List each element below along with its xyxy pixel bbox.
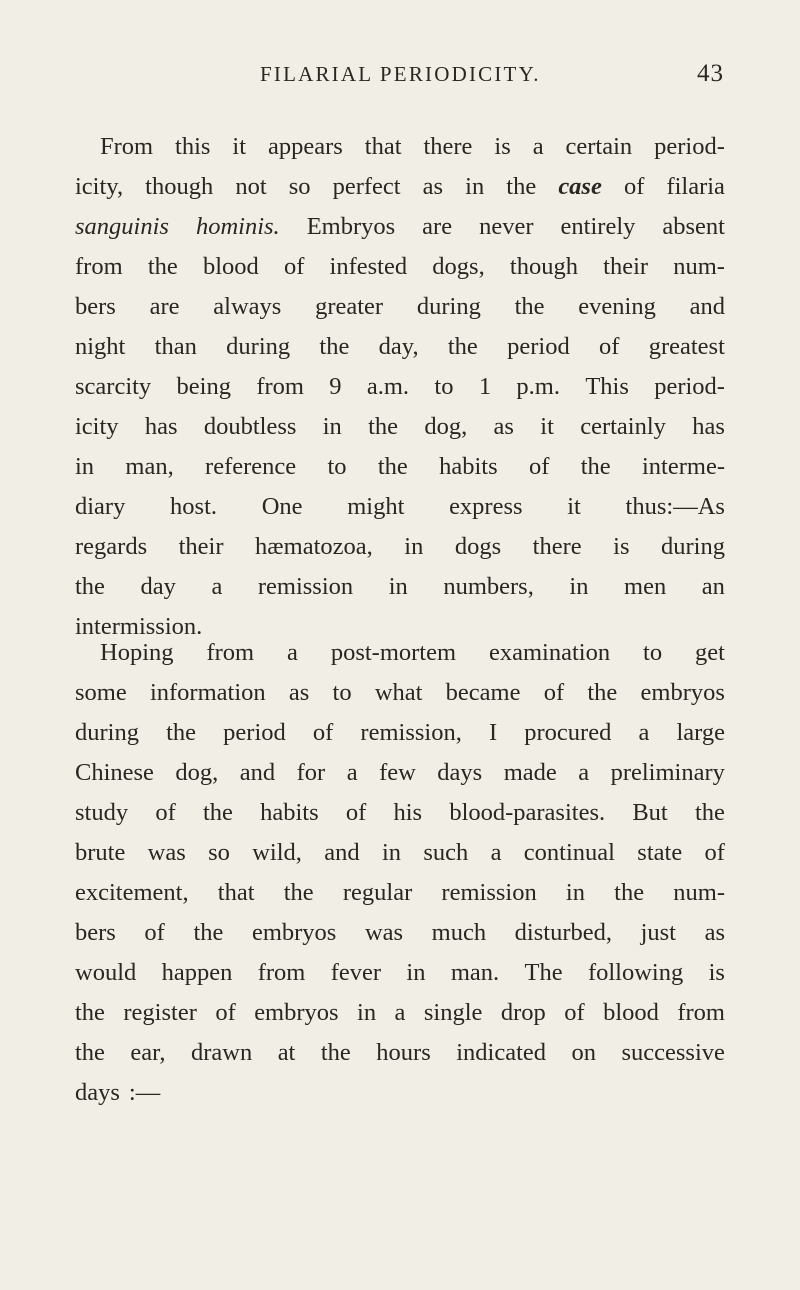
word: man. [450, 959, 500, 986]
word: dogs [454, 533, 502, 560]
running-title: FILARIAL PERIODICITY. [260, 62, 541, 86]
word: the [614, 879, 645, 906]
word: of [283, 253, 305, 280]
word: numbers, [443, 573, 534, 600]
word: regular [342, 879, 413, 906]
word: happen [161, 959, 233, 986]
word: during [661, 533, 725, 560]
word: not [235, 173, 267, 200]
word: period- [654, 133, 725, 160]
word: 1 [478, 373, 492, 400]
word: is [613, 533, 630, 560]
word: never [479, 213, 534, 240]
word: and [239, 759, 276, 786]
word: embryos [640, 679, 725, 706]
word: the [75, 999, 105, 1026]
word: on [571, 1039, 596, 1066]
word: regards [75, 533, 148, 560]
word: day, [378, 333, 419, 360]
word: this [175, 133, 211, 160]
text-line [75, 447, 725, 487]
word: though [509, 253, 578, 280]
word: of [528, 453, 550, 480]
word: the [506, 173, 537, 200]
word: of [144, 919, 165, 946]
word: of [599, 333, 620, 360]
word: is [708, 959, 725, 986]
word: are [149, 293, 180, 320]
word: the [193, 919, 224, 946]
word: has [692, 413, 725, 440]
word: might [347, 493, 405, 520]
word: an [701, 573, 725, 600]
word: the [580, 453, 611, 480]
word: the [202, 799, 233, 826]
word: habits [260, 799, 319, 826]
word: doubtless [203, 413, 297, 440]
word: the [447, 333, 478, 360]
word: bers [75, 293, 116, 320]
word: the [694, 799, 725, 826]
word: hours [376, 1039, 431, 1066]
word: information [149, 679, 266, 706]
word: diary [75, 493, 126, 520]
word: for [296, 759, 326, 786]
word: in [381, 839, 402, 866]
word: habits [439, 453, 498, 480]
word: the [514, 293, 545, 320]
text-line [75, 873, 725, 913]
word: preliminary [610, 759, 725, 786]
text-line [75, 673, 725, 713]
word: are [422, 213, 453, 240]
word: of [704, 839, 725, 866]
word: from [677, 999, 725, 1026]
word: man, [125, 453, 174, 480]
word: men [624, 573, 667, 600]
word: certain [565, 133, 633, 160]
word: a [490, 839, 502, 866]
word: remission, [360, 719, 462, 746]
word: 9 [329, 373, 342, 400]
word: though [145, 173, 214, 200]
word: days [437, 759, 483, 786]
word: was [364, 919, 404, 946]
word: case [558, 173, 602, 200]
word: what [374, 679, 423, 706]
word: wild, [252, 839, 302, 866]
word: thus:—As [625, 493, 725, 520]
word: there [532, 533, 582, 560]
word: at [277, 1039, 296, 1066]
paragraph-1 [75, 127, 725, 647]
text-line [75, 287, 725, 327]
text-line [75, 1073, 725, 1113]
word: But [632, 799, 668, 826]
word: it [540, 413, 554, 440]
word: of [215, 999, 236, 1026]
word: blood [603, 999, 659, 1026]
word: so [208, 839, 230, 866]
word: examination [488, 639, 611, 666]
word: of [623, 173, 645, 200]
word: blood-parasites. [449, 799, 606, 826]
word: such [423, 839, 469, 866]
word: absent [662, 213, 725, 240]
word: the [587, 679, 618, 706]
word: from [75, 253, 123, 280]
word: that [217, 879, 255, 906]
word: that [364, 133, 402, 160]
word: icity, [75, 173, 124, 200]
word: the [319, 333, 350, 360]
text-line [75, 993, 725, 1033]
word: Chinese [75, 759, 154, 786]
word: dog, [175, 759, 219, 786]
text-line [75, 487, 725, 527]
word: ear, [130, 1039, 166, 1066]
word: in [322, 413, 342, 440]
word: day [140, 573, 176, 600]
word: the [377, 453, 408, 480]
word: just [640, 919, 676, 946]
text-line [75, 913, 725, 953]
word: successive [621, 1039, 725, 1066]
text-line [75, 953, 725, 993]
word: remission [441, 879, 537, 906]
word: the [368, 413, 399, 440]
word: in [75, 453, 95, 480]
word: it [232, 133, 247, 160]
word: bers [75, 919, 116, 946]
word: of [564, 999, 585, 1026]
word: intermission. [75, 613, 203, 640]
word: it [567, 493, 581, 520]
word: a [532, 133, 544, 160]
word: his [393, 799, 423, 826]
word: period [223, 719, 286, 746]
word: Hoping [100, 639, 174, 666]
word: of [543, 679, 565, 706]
word: was [147, 839, 186, 866]
word: filaria [666, 173, 725, 200]
word: continual [523, 839, 615, 866]
word: hæmatozoa, [255, 533, 373, 560]
word: has [144, 413, 178, 440]
word: in [357, 999, 377, 1026]
word: reference [205, 453, 297, 480]
text-line [75, 207, 725, 247]
word: blood [202, 253, 259, 280]
word: in [404, 533, 424, 560]
text-line [75, 753, 725, 793]
word: as [422, 173, 444, 200]
word: during [75, 719, 139, 746]
word: night [75, 333, 126, 360]
word: always [213, 293, 282, 320]
word: as [493, 413, 514, 440]
word: the [75, 573, 105, 600]
text-line [75, 633, 725, 673]
word: get [695, 639, 725, 666]
word: a [346, 759, 358, 786]
word: indicated [456, 1039, 547, 1066]
word: in [569, 573, 589, 600]
word: brute [75, 839, 126, 866]
word: a [287, 639, 298, 666]
word: a [578, 759, 590, 786]
word: drop [500, 999, 546, 1026]
word: would [75, 959, 137, 986]
word: greatest [648, 333, 725, 360]
word: from [256, 373, 304, 400]
word: in [465, 173, 485, 200]
text-line [75, 567, 725, 607]
word: became [445, 679, 521, 706]
word: as [704, 919, 725, 946]
word: the [320, 1039, 351, 1066]
word: of [345, 799, 367, 826]
word: than [154, 333, 197, 360]
text-line [75, 167, 725, 207]
word: Embryos [306, 213, 396, 240]
word: excitement, [75, 879, 189, 906]
word: remission [257, 573, 354, 600]
text-line [75, 793, 725, 833]
word: of [155, 799, 176, 826]
word: certainly [580, 413, 666, 440]
running-head [0, 62, 800, 102]
word: From [100, 133, 154, 160]
word: procured [524, 719, 612, 746]
word: to [332, 679, 352, 706]
word: in [388, 573, 408, 600]
word: made [503, 759, 557, 786]
word: embryos [251, 919, 337, 946]
text-line [75, 713, 725, 753]
word: p.m. [516, 373, 560, 400]
word: I [488, 719, 498, 746]
word: period- [654, 373, 725, 400]
word: following [587, 959, 684, 986]
text-line [75, 407, 725, 447]
word: express [449, 493, 523, 520]
word: appears [267, 133, 343, 160]
word: disturbed, [514, 919, 612, 946]
word: evening [578, 293, 656, 320]
word: the [283, 879, 314, 906]
word: and [324, 839, 360, 866]
word: from [257, 959, 306, 986]
word: to [643, 639, 663, 666]
text-line [75, 833, 725, 873]
word: fever [330, 959, 382, 986]
page-number: 43 [697, 60, 724, 87]
word: :— [128, 1079, 161, 1106]
word: scarcity [75, 373, 152, 400]
text-line [75, 1033, 725, 1073]
word: One [261, 493, 303, 520]
word: num- [673, 879, 725, 906]
word: in [406, 959, 426, 986]
word: a [211, 573, 223, 600]
word: greater [315, 293, 384, 320]
word: study [75, 799, 129, 826]
word: from [206, 639, 255, 666]
word: hominis. [195, 213, 280, 240]
word: dogs, [432, 253, 485, 280]
word: few [379, 759, 416, 786]
word: icity [75, 413, 119, 440]
word: embryos [254, 999, 339, 1026]
word: post-mortem [330, 639, 457, 666]
word: as [288, 679, 310, 706]
word: drawn [190, 1039, 253, 1066]
text-line [75, 127, 725, 167]
word: a [394, 999, 406, 1026]
text-line [75, 527, 725, 567]
word: and [689, 293, 725, 320]
word: some [75, 679, 127, 706]
word: dog, [424, 413, 468, 440]
word: the [75, 1039, 105, 1066]
paragraph-2 [75, 633, 725, 1113]
word: the [147, 253, 178, 280]
word: interme- [642, 453, 725, 480]
word: there [423, 133, 473, 160]
word: is [494, 133, 511, 160]
word: state [637, 839, 683, 866]
word: days [75, 1079, 120, 1106]
text-line [75, 247, 725, 287]
word: period [507, 333, 570, 360]
word: during [226, 333, 291, 360]
word: This [585, 373, 629, 400]
word: a.m. [366, 373, 410, 400]
word: host. [170, 493, 217, 520]
word: to [327, 453, 347, 480]
word: entirely [560, 213, 636, 240]
word: large [676, 719, 725, 746]
word: of [312, 719, 334, 746]
word: the [166, 719, 197, 746]
word: register [123, 999, 197, 1026]
word: to [434, 373, 454, 400]
word: so [288, 173, 311, 200]
word: num- [673, 253, 725, 280]
word: their [178, 533, 224, 560]
word: perfect [332, 173, 401, 200]
word: their [603, 253, 649, 280]
word: during [416, 293, 481, 320]
word: much [431, 919, 487, 946]
word: in [565, 879, 585, 906]
word: The [524, 959, 563, 986]
word: single [423, 999, 483, 1026]
text-line [75, 327, 725, 367]
word: sanguinis [75, 213, 169, 240]
text-line [75, 367, 725, 407]
word: being [176, 373, 231, 400]
word: a [638, 719, 650, 746]
word: infested [329, 253, 408, 280]
